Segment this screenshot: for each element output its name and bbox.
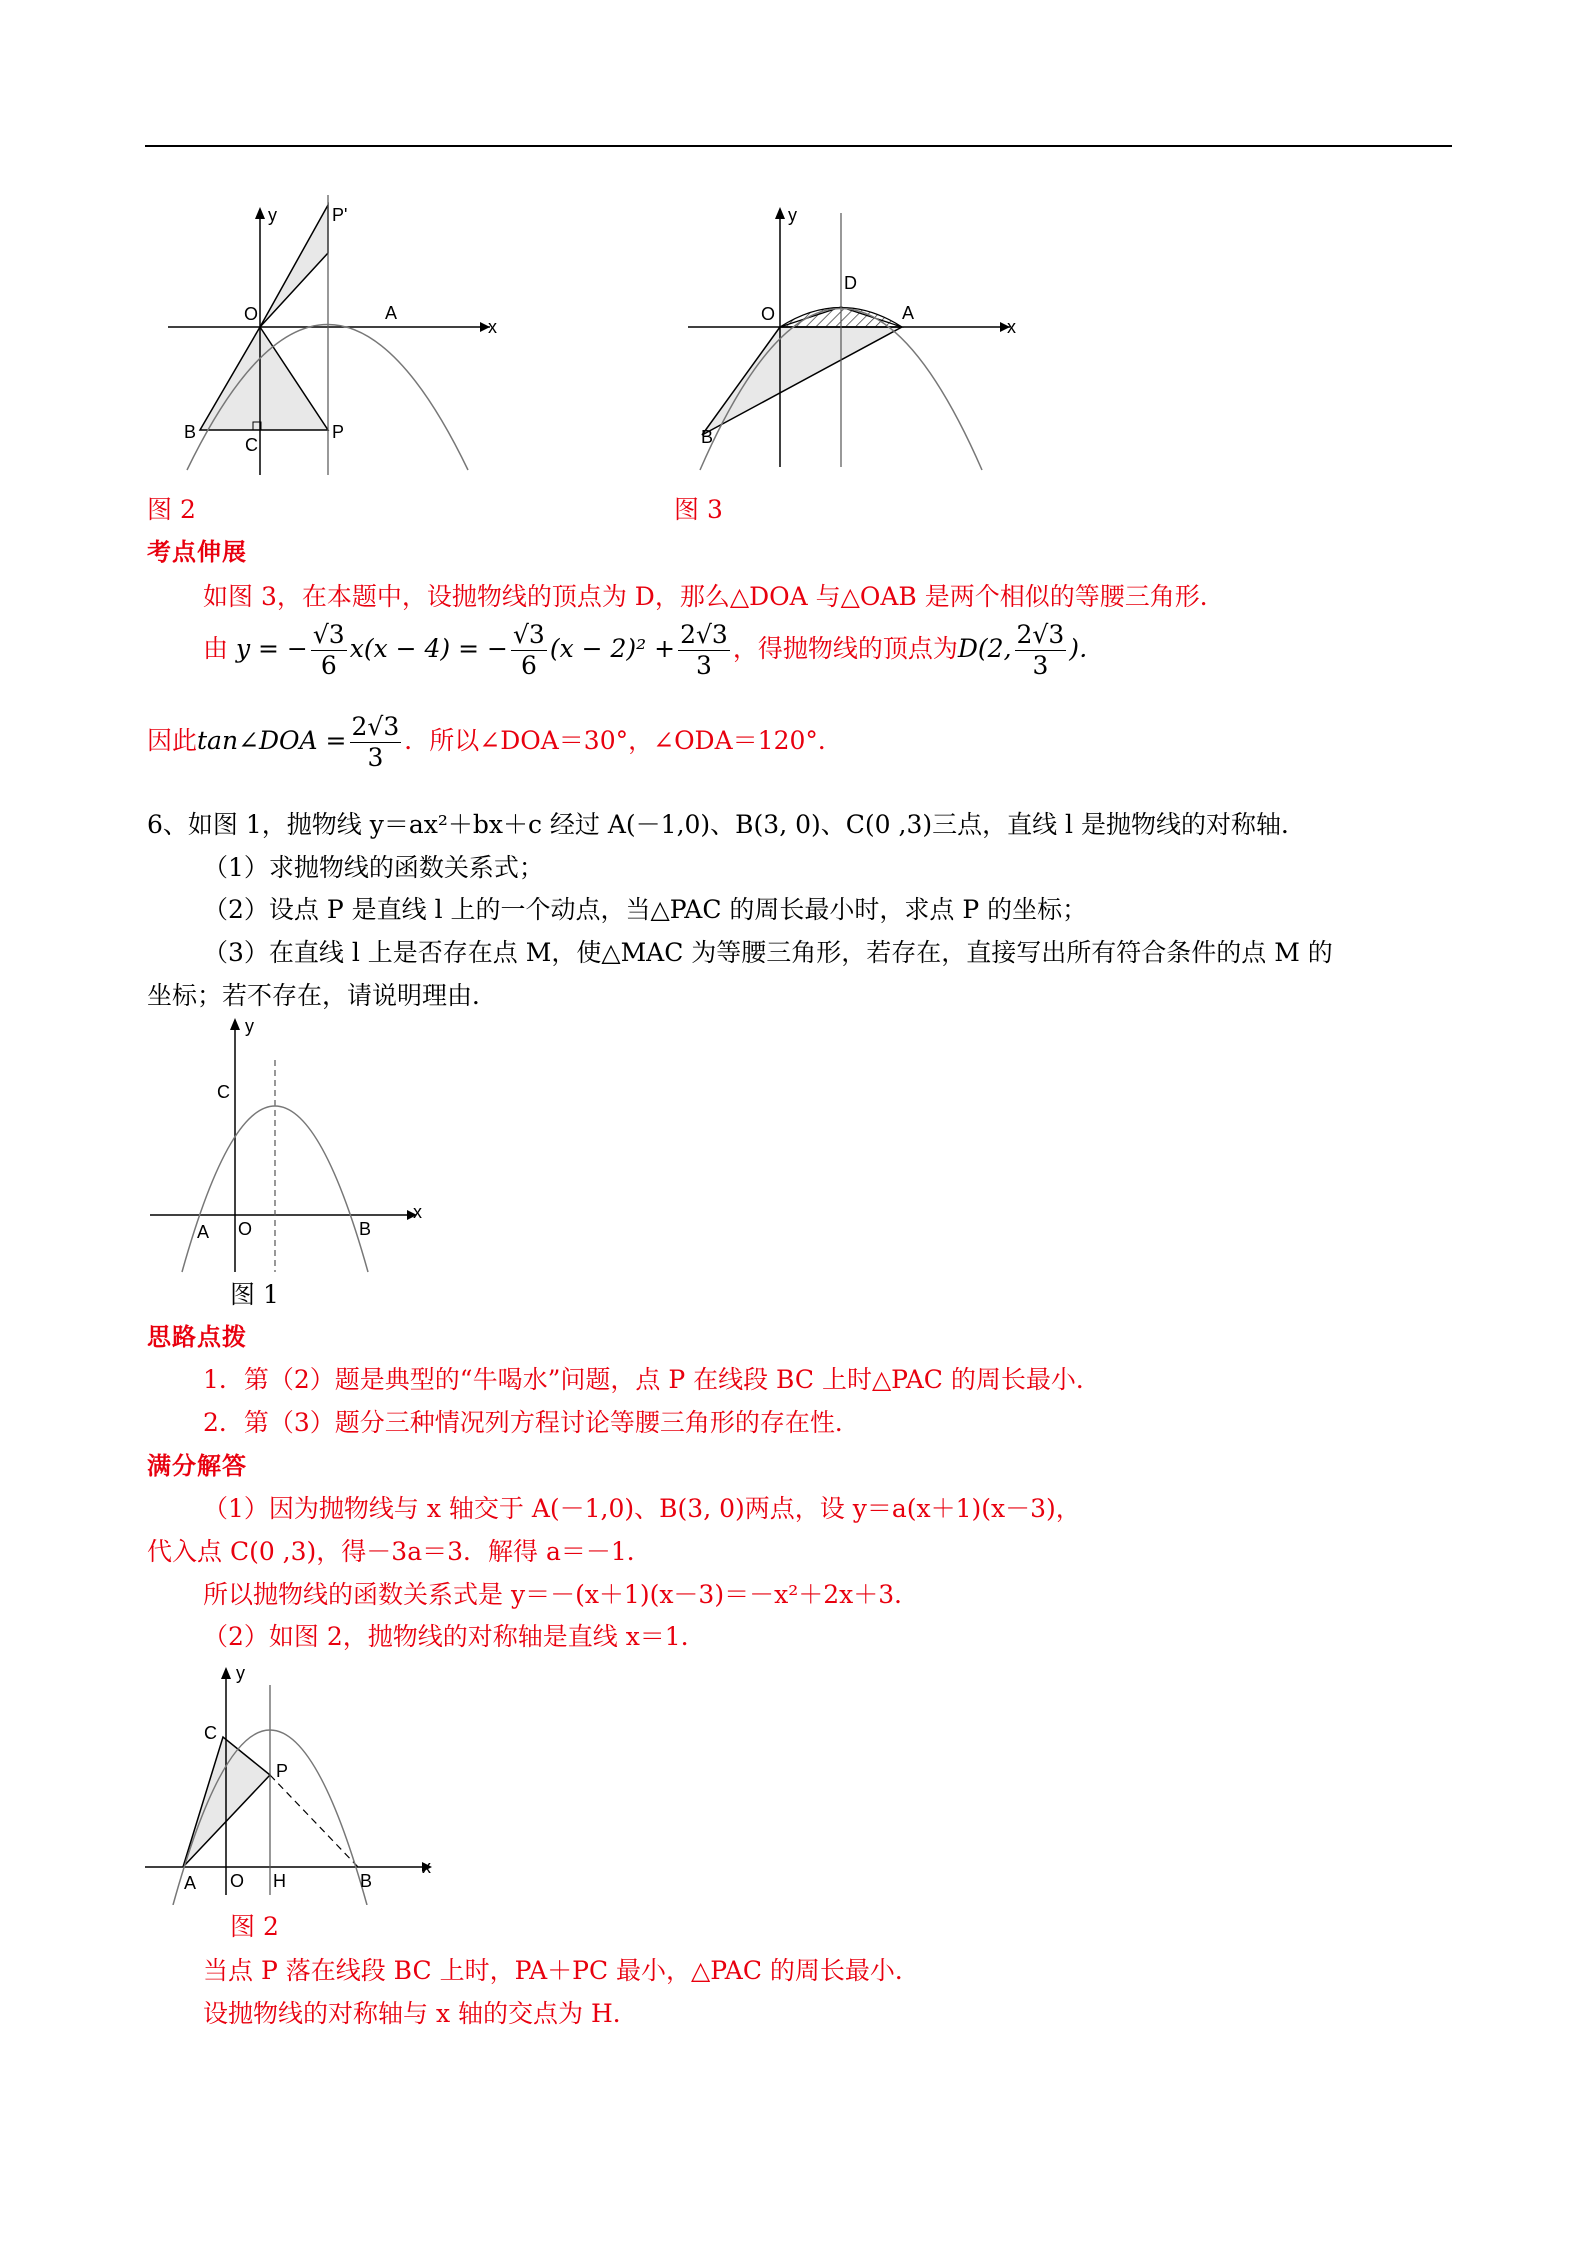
extension-heading: 考点伸展 bbox=[147, 537, 247, 566]
label-a: A bbox=[184, 1873, 197, 1893]
hint-2: 2．第（3）题分三种情况列方程讨论等腰三角形的存在性． bbox=[203, 1408, 860, 1437]
figure-2-top-caption: 图 2 bbox=[147, 495, 196, 524]
solution-line-4: （2）如图 2，抛物线的对称轴是直线 x＝1． bbox=[203, 1622, 706, 1651]
label-x: x bbox=[488, 317, 497, 337]
label-p: P bbox=[332, 422, 345, 442]
label-c: C bbox=[217, 1082, 230, 1102]
figure-2-bottom-caption: 图 2 bbox=[230, 1912, 279, 1941]
label-b: B bbox=[360, 1871, 373, 1891]
figure-2-top bbox=[160, 185, 500, 485]
solution-line-5: 当点 P 落在线段 BC 上时，PA＋PC 最小，△PAC 的周长最小． bbox=[203, 1956, 920, 1985]
extension-line-1: 如图 3，在本题中，设抛物线的顶点为 D，那么△DOA 与△OAB 是两个相似的等腰三角形． bbox=[203, 582, 1225, 611]
figure-2-bottom bbox=[140, 1655, 450, 1905]
label-x: x bbox=[422, 1857, 431, 1877]
label-b: B bbox=[184, 422, 197, 442]
label-x: x bbox=[413, 1202, 422, 1222]
label-b: B bbox=[701, 427, 714, 447]
label-o: O bbox=[761, 304, 776, 324]
solution-line-6: 设抛物线的对称轴与 x 轴的交点为 H． bbox=[203, 1999, 638, 2028]
label-o: O bbox=[238, 1219, 253, 1239]
label-x: x bbox=[1007, 317, 1016, 337]
solution-heading: 满分解答 bbox=[147, 1451, 247, 1480]
label-d: D bbox=[844, 273, 857, 293]
top-rule bbox=[145, 145, 1452, 147]
figure-3 bbox=[680, 185, 1020, 485]
solution-line-2: 代入点 C(0 ,3)，得－3a＝3．解得 a＝－1． bbox=[147, 1537, 652, 1566]
hints-heading: 思路点拨 bbox=[147, 1322, 247, 1351]
problem-q1: （1）求抛物线的函数关系式； bbox=[203, 853, 544, 882]
figure-1-caption: 图 1 bbox=[230, 1280, 279, 1309]
problem-stem: 6、如图 1，抛物线 y＝ax²＋bx＋c 经过 A(－1,0)、B(3, 0)、C(0 ,3)三点，直线 l 是抛物线的对称轴． bbox=[147, 810, 1306, 839]
figure-1 bbox=[145, 1010, 435, 1280]
label-a: A bbox=[197, 1222, 210, 1242]
label-y: y bbox=[268, 205, 277, 225]
label-a: A bbox=[385, 303, 398, 323]
label-p-prime: P' bbox=[332, 205, 348, 225]
problem-q2: （2）设点 P 是直线 l 上的一个动点，当△PAC 的周长最小时，求点 P 的坐标； bbox=[203, 895, 1088, 924]
label-p: P bbox=[276, 1761, 289, 1781]
extension-line-2: 由 y = − $\frac{√3}{6}$ x(x − 4) = − $\frac{√3}{6}$ (x − 2)² + $\frac{2√3}{3}$ ，得抛物线的顶点为D(2, $\frac{2√3}{3}$ )． bbox=[203, 620, 1105, 680]
extension-line-3: 因此tan∠DOA = $\frac{2√3}{3}$ ．所以∠DOA＝30°，∠ODA＝120°． bbox=[147, 712, 843, 772]
label-c: C bbox=[204, 1723, 217, 1743]
label-h: H bbox=[273, 1871, 286, 1891]
solution-line-3: 所以抛物线的函数关系式是 y＝－(x＋1)(x－3)＝－x²＋2x＋3． bbox=[203, 1580, 920, 1609]
label-c: C bbox=[245, 435, 258, 455]
label-y: y bbox=[236, 1663, 245, 1683]
label-o: O bbox=[230, 1871, 245, 1891]
label-o: O bbox=[244, 304, 259, 324]
problem-q3-line2: 坐标；若不存在，请说明理由． bbox=[147, 981, 498, 1010]
label-a: A bbox=[902, 303, 915, 323]
solution-line-1: （1）因为抛物线与 x 轴交于 A(－1,0)、B(3, 0)两点，设 y＝a(x＋1)(x－3)， bbox=[203, 1494, 1081, 1523]
problem-q3-line1: （3）在直线 l 上是否存在点 M，使△MAC 为等腰三角形，若存在，直接写出所有符合条件的点 M 的 bbox=[203, 938, 1333, 967]
figure-3-caption: 图 3 bbox=[674, 495, 723, 524]
label-y: y bbox=[245, 1016, 254, 1036]
label-b: B bbox=[359, 1219, 372, 1239]
label-y: y bbox=[788, 205, 797, 225]
hint-1: 1．第（2）题是典型的“牛喝水”问题，点 P 在线段 BC 上时△PAC 的周长最小． bbox=[203, 1365, 1101, 1394]
